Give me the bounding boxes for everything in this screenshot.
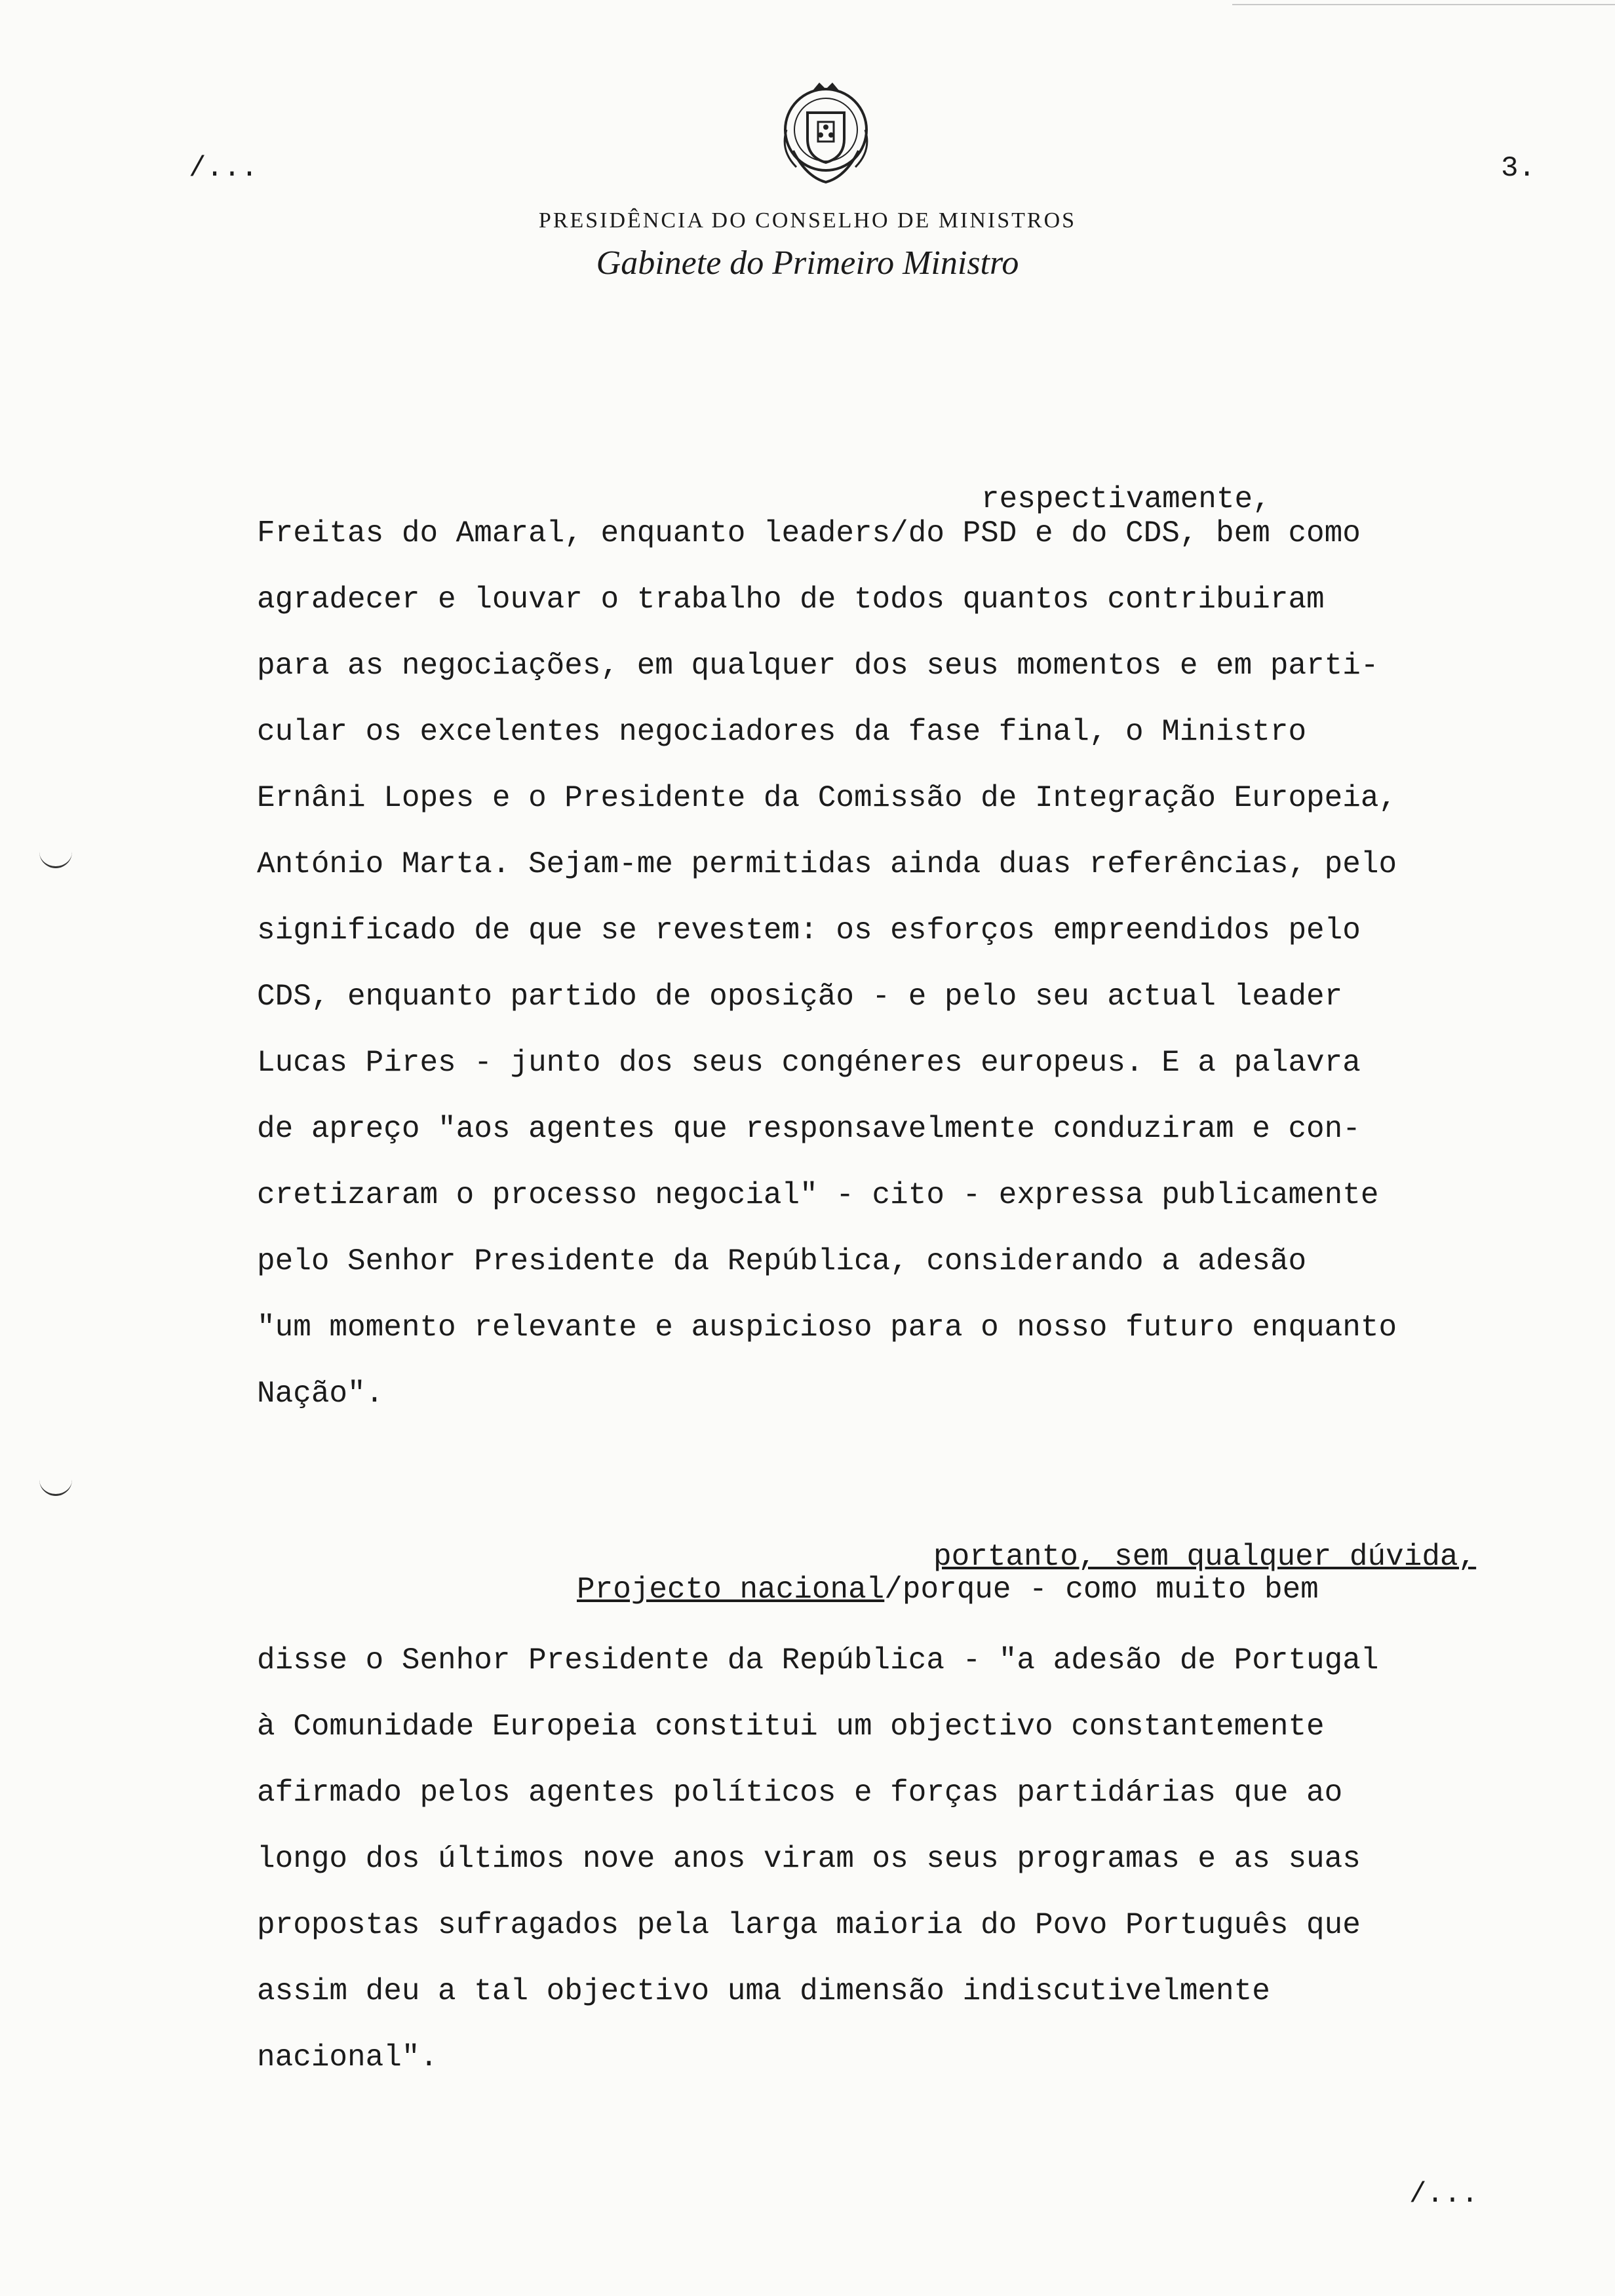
text-line: significado de que se revestem: os esforços empreendidos pelo <box>257 913 1361 947</box>
text-line: António Marta. Sejam-me permitidas ainda duas referências, pelo <box>257 847 1397 881</box>
page-number: 3. <box>1501 152 1536 185</box>
text-line: propostas sufragados pela larga maioria do Povo Português que <box>257 1908 1361 1942</box>
next-page-marker: /... <box>1409 2178 1479 2211</box>
text-line: Freitas do Amaral, enquanto leaders/do PSD e do CDS, bem como <box>257 516 1361 550</box>
coat-of-arms-seal-icon <box>767 79 885 190</box>
margin-mark <box>39 1480 72 1496</box>
header-title: PRESIDÊNCIA DO CONSELHO DE MINISTROS <box>538 208 1077 233</box>
top-edge-line <box>1232 4 1615 5</box>
underlined-phrase: Projecto nacional <box>577 1573 885 1607</box>
text-line: agradecer e louvar o trabalho de todos quantos contribuiram <box>257 583 1325 617</box>
handwritten-insertion: respectivamente, <box>981 482 1271 516</box>
text-line: longo dos últimos nove anos viram os seus programas e as suas <box>257 1842 1361 1876</box>
header-subtitle: Gabinete do Primeiro Ministro <box>596 244 1019 282</box>
text-line: pelo Senhor Presidente da República, considerando a adesão <box>257 1244 1307 1278</box>
text-line: cular os excelentes negociadores da fase final, o Ministro <box>257 715 1307 749</box>
text-line: afirmado pelos agentes políticos e forças partidárias que ao <box>257 1776 1343 1810</box>
text-fragment: /porque - como muito bem <box>884 1573 1319 1607</box>
paragraph-2-first-line <box>577 1573 1319 1607</box>
text-line: Nação". <box>257 1377 384 1411</box>
paragraph-2 <box>257 1628 1568 2091</box>
text-line: assim deu a tal objectivo uma dimensão indiscutivelmente <box>257 1974 1270 2008</box>
paragraph-1 <box>257 501 1568 1427</box>
text-line: cretizaram o processo negocial" - cito - expressa publicamente <box>257 1178 1379 1212</box>
text-line: nacional". <box>257 2040 438 2075</box>
text-line: de apreço "aos agentes que responsavelmente conduziram e con- <box>257 1112 1361 1146</box>
text-line: para as negociações, em qualquer dos seus momentos e em parti- <box>257 649 1379 683</box>
text-line: Lucas Pires - junto dos seus congéneres europeus. E a palavra <box>257 1046 1361 1080</box>
text-line: à Comunidade Europeia constitui um objectivo constantemente <box>257 1710 1325 1744</box>
text-line: "um momento relevante e auspicioso para o nosso futuro enquanto <box>257 1311 1397 1345</box>
margin-mark <box>39 852 72 868</box>
previous-page-marker: /... <box>189 152 258 185</box>
handwritten-insertion: portanto, sem qualquer dúvida, <box>933 1540 1477 1574</box>
text-line: Ernâni Lopes e o Presidente da Comissão de Integração Europeia, <box>257 781 1397 815</box>
text-line: CDS, enquanto partido de oposição - e pelo seu actual leader <box>257 980 1343 1014</box>
text-line: disse o Senhor Presidente da República - "a adesão de Portugal <box>257 1643 1379 1677</box>
